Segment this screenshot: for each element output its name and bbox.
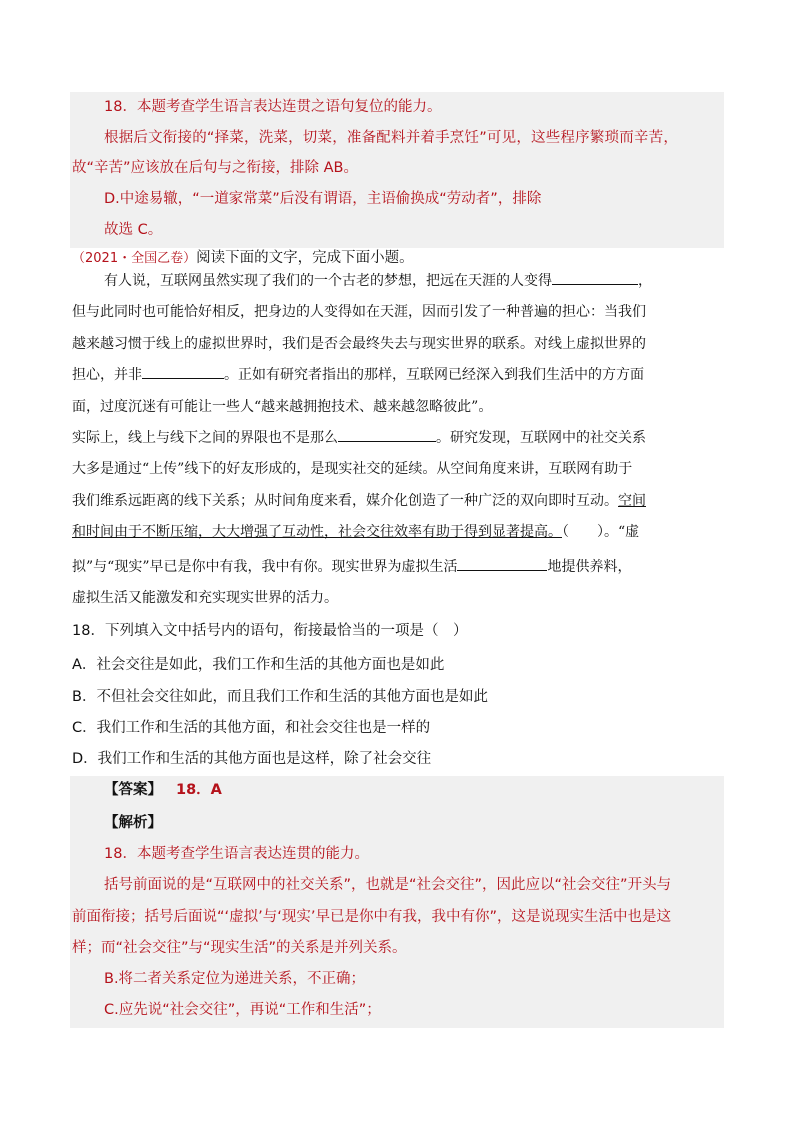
answer-parentheses: （ ） xyxy=(562,524,604,540)
answer-label: 【答案】 xyxy=(104,782,162,798)
blank-2 xyxy=(142,364,224,379)
passage-line-5: 面，过度沉迷有可能让一些人“越来越拥抱技术、越来越忽略彼此”。 xyxy=(72,399,493,415)
blank-4 xyxy=(457,556,547,571)
question-source: （2021・全国乙卷） xyxy=(72,251,197,266)
passage-line-2: 但与此同时也可能恰好相反，把身边的人变得如在天涯，因而引发了一种普遍的担心：当我们 xyxy=(72,304,646,320)
passage-line-8: 我们维系远距离的线下关系；从时间角度来看，媒介化创造了一种广泛的双向即时互动。空间 xyxy=(72,493,646,509)
blank-3 xyxy=(338,427,436,442)
passage-line-1: 有人说，互联网虽然实现了我们的一个古老的梦想，把远在天涯的人变得 ， xyxy=(104,270,652,292)
passage-line-6: 实际上，线上与线下之间的界限也不是那么 。研究发现，互联网中的社交关系 xyxy=(72,427,646,449)
passage-line-11: 虚拟生活又能激发和充实现实世界的活力。 xyxy=(72,590,338,606)
passage-line-4: 担心，并非 。正如有研究者指出的那样，互联网已经深入到我们生活中的方方面 xyxy=(72,364,644,386)
question-header xyxy=(72,247,414,270)
question-stem: 18．下列填入文中括号内的语句，衔接最恰当的一项是（ ） xyxy=(72,623,468,639)
answer-line xyxy=(104,779,222,801)
passage-line-10: 拟”与“现实”早已是你中有我，我中有你。现实世界为虚拟生活 地提供养料， xyxy=(72,556,631,578)
option-c: C．我们工作和生活的其他方面，和社会交往也是一样的 xyxy=(72,720,431,736)
analysis-line-2: 括号前面说的是“互联网中的社交关系”，也就是“社会交往”，因此应以“社会交往”开头与 xyxy=(104,877,672,893)
analysis-line-6: C.应先说“社会交往”，再说“工作和生活”； xyxy=(104,1002,381,1018)
blank-1 xyxy=(552,270,638,285)
top-line-3: 故“辛苦”应该放在后句与之衔接，排除 AB。 xyxy=(72,160,358,176)
option-d: D．我们工作和生活的其他方面也是这样，除了社会交往 xyxy=(72,751,432,767)
option-a: A．社会交往是如此，我们工作和生活的其他方面也是如此 xyxy=(72,657,445,673)
question-instruction: 阅读下面的文字，完成下面小题。 xyxy=(196,250,414,266)
top-line-5: 故选 C。 xyxy=(104,222,163,238)
passage-line-3: 越来越习惯于线上的虚拟世界时，我们是否会最终失去与现实世界的联系。对线上虚拟世界的 xyxy=(72,336,646,352)
analysis-line-4: 样；而“社会交往”与“现实生活”的关系是并列关系。 xyxy=(72,940,407,956)
answer-value: 18．A xyxy=(176,782,222,798)
option-b: B．不但社会交往如此，而且我们工作和生活的其他方面也是如此 xyxy=(72,689,488,705)
analysis-label: 【解析】 xyxy=(104,815,162,831)
analysis-line-3: 前面衔接；括号后面说“‘虚拟’与‘现实’早已是你中有我，我中有你”，这是说现实生活中也是这 xyxy=(72,909,671,925)
top-line-1: 18．本题考查学生语言表达连贯之语句复位的能力。 xyxy=(104,99,442,115)
top-line-2: 根据后文衔接的“择菜，洗菜，切菜，准备配料并着手烹饪”可见，这些程序繁琐而辛苦， xyxy=(104,130,679,146)
analysis-line-1: 18．本题考查学生语言表达连贯的能力。 xyxy=(104,846,369,862)
passage-line-9: 和时间由于不断压缩，大大增强了互动性，社会交往效率有助于得到显著提高。（ ）。“虚 xyxy=(72,524,640,540)
answer-block xyxy=(70,776,724,1028)
analysis-line-5: B.将二者关系定位为递进关系，不正确； xyxy=(104,971,366,987)
passage-line-7: 大多是通过“上传”线下的好友形成的，是现实社交的延续。从空间角度来讲，互联网有助于 xyxy=(72,461,633,477)
top-line-4: D.中途易辙，“一道家常菜”后没有谓语，主语偷换成“劳动者”，排除 xyxy=(104,191,542,207)
